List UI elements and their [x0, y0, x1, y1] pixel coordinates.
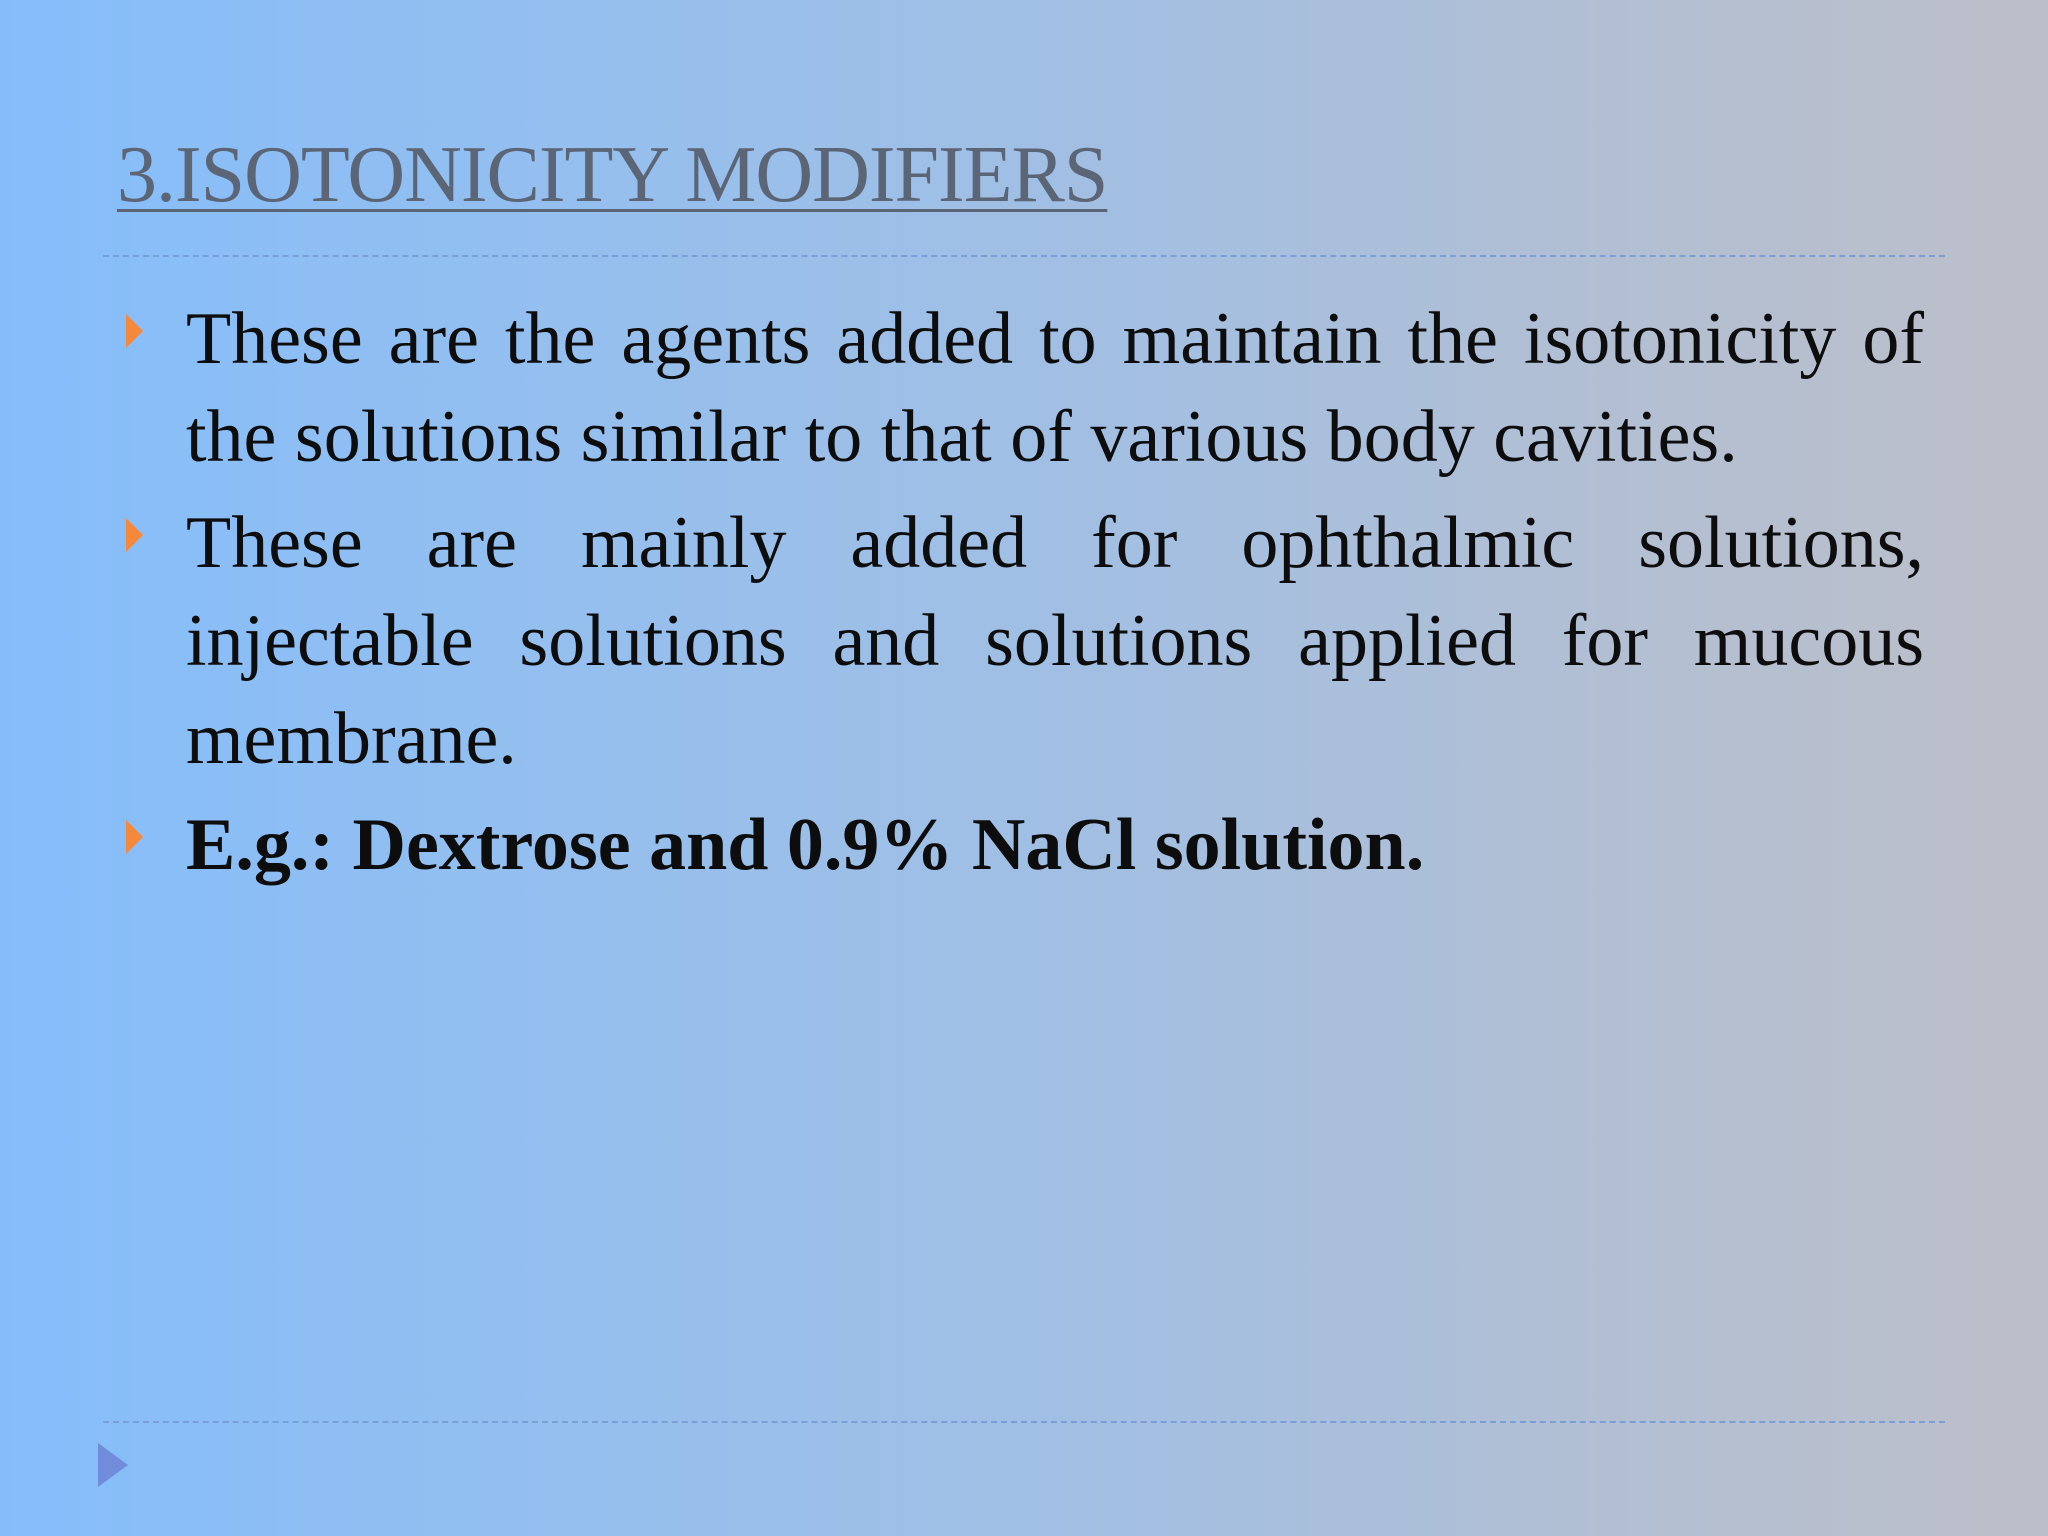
bullet-text: E.g.: Dextrose and 0.9% NaCl solution.: [186, 804, 1425, 886]
bullet-item: [186, 290, 1924, 486]
bullet-text: These are mainly added for ophthalmic solutions, injectable solutions and solutions applied for mucous membrane.: [186, 502, 1924, 780]
bullet-marker-icon: [126, 518, 143, 552]
bullet-marker-icon: [126, 314, 143, 348]
bullet-list: [186, 290, 1924, 902]
play-arrow-icon[interactable]: [98, 1443, 128, 1487]
bullet-text: These are the agents added to maintain the isotonicity of the solutions similar to that of various body cavities.: [186, 298, 1924, 478]
bullet-marker-icon: [126, 820, 143, 854]
top-divider: [103, 255, 1945, 257]
bullet-item: [186, 494, 1924, 788]
bottom-divider: [103, 1421, 1945, 1423]
slide-title: 3.ISOTONICITY MODIFIERS: [117, 131, 1108, 219]
bullet-item-example: [186, 796, 1924, 894]
